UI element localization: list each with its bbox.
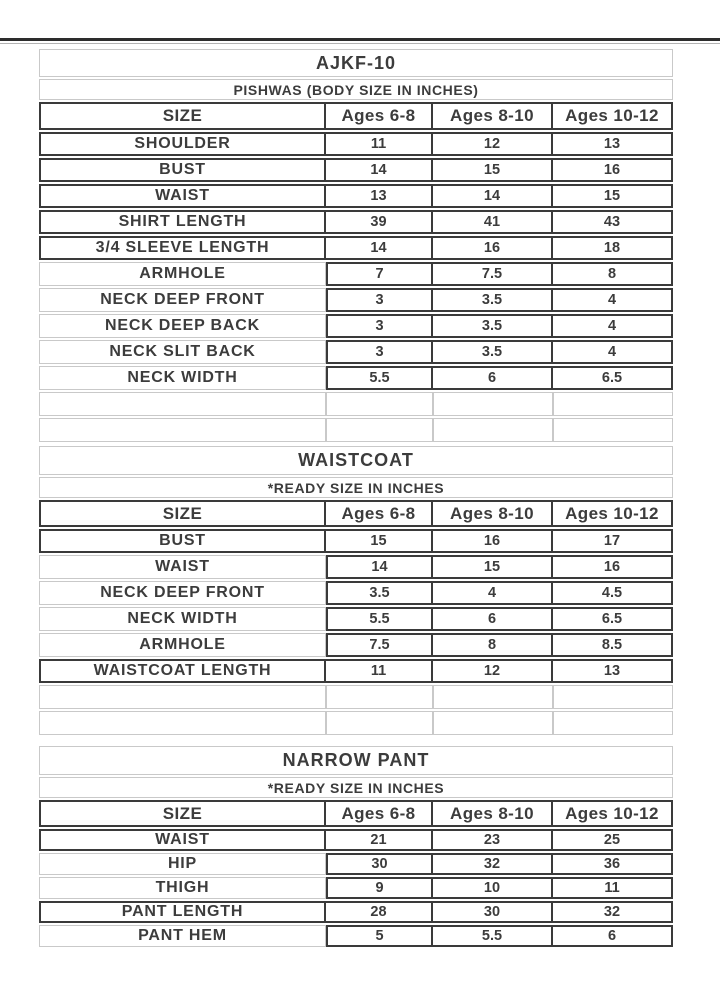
cell-value: 5.5 (326, 366, 433, 390)
cell-value: 8.5 (553, 633, 673, 657)
table-row (39, 829, 673, 851)
cell-value: 14 (326, 236, 433, 260)
empty-cell (326, 711, 433, 735)
cell-value: 5.5 (433, 925, 553, 947)
top-divider-line (0, 38, 720, 41)
cell-value: 16 (433, 529, 553, 553)
pishwas-table-section (39, 49, 673, 442)
table-title: WAISTCOAT (39, 446, 673, 475)
title-row (39, 446, 673, 475)
table-header-row (39, 500, 673, 527)
cell-value: 3 (326, 288, 433, 312)
chart-code-title: AJKF-10 (39, 49, 673, 77)
cell-value: 32 (433, 853, 553, 875)
row-label: 3/4 SLEEVE LENGTH (39, 236, 326, 260)
row-label: NECK SLIT BACK (39, 340, 326, 364)
empty-cell (433, 685, 553, 709)
cell-value: 15 (433, 555, 553, 579)
table-body (39, 132, 673, 442)
row-label: BUST (39, 529, 326, 553)
cell-value: 18 (553, 236, 673, 260)
column-header-ages-6-8: Ages 6-8 (326, 800, 433, 827)
column-header-ages-10-12: Ages 10-12 (553, 500, 673, 527)
table-row (39, 236, 673, 260)
row-label: NECK DEEP FRONT (39, 288, 326, 312)
cell-value: 3.5 (433, 288, 553, 312)
row-label: WAIST (39, 555, 326, 579)
cell-value: 7.5 (326, 633, 433, 657)
cell-value: 4.5 (553, 581, 673, 605)
row-label: THIGH (39, 877, 326, 899)
row-label: SHIRT LENGTH (39, 210, 326, 234)
empty-cell (553, 711, 673, 735)
table-header-row (39, 800, 673, 827)
table-row (39, 184, 673, 208)
row-label: NECK WIDTH (39, 607, 326, 631)
cell-value: 14 (326, 158, 433, 182)
empty-cell (39, 392, 326, 416)
empty-row (39, 392, 673, 416)
subtitle-row (39, 477, 673, 498)
cell-value: 15 (326, 529, 433, 553)
table-row (39, 210, 673, 234)
cell-value: 10 (433, 877, 553, 899)
cell-value: 41 (433, 210, 553, 234)
empty-row (39, 711, 673, 735)
table-subtitle: *READY SIZE IN INCHES (39, 777, 673, 798)
table-row (39, 288, 673, 312)
cell-value: 16 (553, 158, 673, 182)
table-subtitle: *READY SIZE IN INCHES (39, 477, 673, 498)
row-label: NECK WIDTH (39, 366, 326, 390)
table-row (39, 633, 673, 657)
table-row (39, 158, 673, 182)
column-header-ages-10-12: Ages 10-12 (553, 102, 673, 130)
table-row (39, 853, 673, 875)
empty-cell (433, 418, 553, 442)
cell-value: 6.5 (553, 607, 673, 631)
table-row (39, 262, 673, 286)
cell-value: 30 (433, 901, 553, 923)
cell-value: 16 (553, 555, 673, 579)
cell-value: 17 (553, 529, 673, 553)
cell-value: 4 (553, 340, 673, 364)
cell-value: 11 (326, 659, 433, 683)
column-header-size: SIZE (39, 800, 326, 827)
cell-value: 11 (553, 877, 673, 899)
empty-row (39, 418, 673, 442)
empty-cell (433, 711, 553, 735)
cell-value: 7 (326, 262, 433, 286)
cell-value: 3.5 (433, 340, 553, 364)
column-header-ages-10-12: Ages 10-12 (553, 800, 673, 827)
table-row (39, 901, 673, 923)
table-subtitle: PISHWAS (BODY SIZE IN INCHES) (39, 79, 673, 100)
column-header-size: SIZE (39, 500, 326, 527)
cell-value: 6 (433, 366, 553, 390)
cell-value: 32 (553, 901, 673, 923)
cell-value: 43 (553, 210, 673, 234)
table-row (39, 607, 673, 631)
empty-row (39, 685, 673, 709)
row-label: PANT LENGTH (39, 901, 326, 923)
table-row (39, 132, 673, 156)
cell-value: 13 (326, 184, 433, 208)
cell-value: 12 (433, 132, 553, 156)
empty-cell (553, 418, 673, 442)
cell-value: 3.5 (433, 314, 553, 338)
column-header-ages-8-10: Ages 8-10 (433, 102, 553, 130)
empty-cell (326, 685, 433, 709)
cell-value: 8 (433, 633, 553, 657)
cell-value: 4 (553, 314, 673, 338)
cell-value: 3.5 (326, 581, 433, 605)
column-header-ages-6-8: Ages 6-8 (326, 500, 433, 527)
top-divider-shadow (0, 43, 720, 44)
empty-cell (326, 392, 433, 416)
empty-cell (39, 418, 326, 442)
cell-value: 4 (553, 288, 673, 312)
cell-value: 11 (326, 132, 433, 156)
empty-cell (39, 685, 326, 709)
cell-value: 5.5 (326, 607, 433, 631)
cell-value: 39 (326, 210, 433, 234)
empty-cell (553, 392, 673, 416)
cell-value: 13 (553, 132, 673, 156)
cell-value: 16 (433, 236, 553, 260)
table-header-row (39, 102, 673, 130)
cell-value: 14 (326, 555, 433, 579)
row-label: WAIST (39, 829, 326, 851)
table-row (39, 581, 673, 605)
row-label: NECK DEEP BACK (39, 314, 326, 338)
table-row (39, 555, 673, 579)
cell-value: 23 (433, 829, 553, 851)
row-label: SHOULDER (39, 132, 326, 156)
column-header-ages-6-8: Ages 6-8 (326, 102, 433, 130)
column-header-size: SIZE (39, 102, 326, 130)
cell-value: 15 (433, 158, 553, 182)
waistcoat-table-section (39, 446, 673, 735)
table-row (39, 925, 673, 947)
cell-value: 6 (433, 607, 553, 631)
table-body (39, 829, 673, 947)
table-body (39, 529, 673, 735)
cell-value: 28 (326, 901, 433, 923)
cell-value: 3 (326, 340, 433, 364)
subtitle-row (39, 79, 673, 100)
cell-value: 15 (553, 184, 673, 208)
empty-cell (39, 711, 326, 735)
table-row (39, 529, 673, 553)
cell-value: 6 (553, 925, 673, 947)
empty-cell (553, 685, 673, 709)
cell-value: 6.5 (553, 366, 673, 390)
cell-value: 36 (553, 853, 673, 875)
cell-value: 25 (553, 829, 673, 851)
cell-value: 5 (326, 925, 433, 947)
cell-value: 21 (326, 829, 433, 851)
table-row (39, 877, 673, 899)
column-header-ages-8-10: Ages 8-10 (433, 800, 553, 827)
cell-value: 4 (433, 581, 553, 605)
table-row (39, 314, 673, 338)
row-label: PANT HEM (39, 925, 326, 947)
table-row (39, 659, 673, 683)
row-label: ARMHOLE (39, 633, 326, 657)
row-label: WAISTCOAT LENGTH (39, 659, 326, 683)
row-label: ARMHOLE (39, 262, 326, 286)
cell-value: 14 (433, 184, 553, 208)
empty-cell (326, 418, 433, 442)
column-header-ages-8-10: Ages 8-10 (433, 500, 553, 527)
table-title: NARROW PANT (39, 746, 673, 775)
row-label: WAIST (39, 184, 326, 208)
cell-value: 8 (553, 262, 673, 286)
narrow-pant-table-section (39, 746, 673, 947)
title-row (39, 746, 673, 775)
cell-value: 9 (326, 877, 433, 899)
row-label: NECK DEEP FRONT (39, 581, 326, 605)
cell-value: 12 (433, 659, 553, 683)
cell-value: 13 (553, 659, 673, 683)
cell-value: 3 (326, 314, 433, 338)
subtitle-row (39, 777, 673, 798)
title-row (39, 49, 673, 77)
table-row (39, 366, 673, 390)
table-row (39, 340, 673, 364)
empty-cell (433, 392, 553, 416)
row-label: HIP (39, 853, 326, 875)
row-label: BUST (39, 158, 326, 182)
cell-value: 7.5 (433, 262, 553, 286)
cell-value: 30 (326, 853, 433, 875)
